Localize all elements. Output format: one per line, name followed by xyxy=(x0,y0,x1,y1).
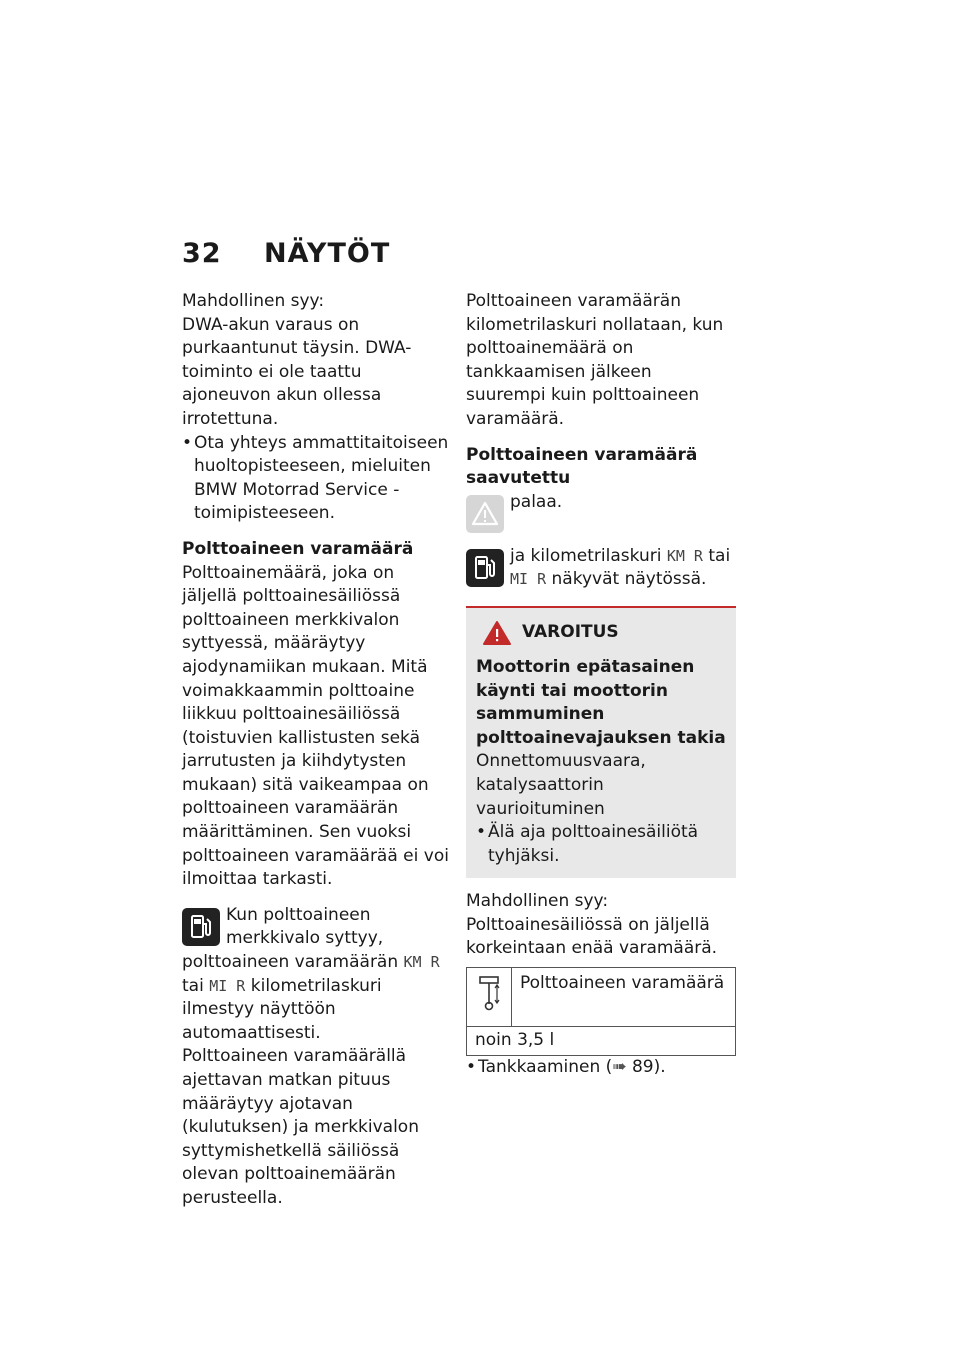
general-warning-icon xyxy=(466,495,504,533)
km-r-indicator: KM R xyxy=(403,953,440,972)
fuel-pump-icon xyxy=(466,549,504,587)
fuel-light-row xyxy=(466,545,736,592)
section-heading-reserve-reached: Polttoaineen varamäärä saavutettu xyxy=(466,444,698,489)
fuel-light-text: ja kilometrilaskuri KM R tai MI R näkyvät näytössä. xyxy=(510,545,731,590)
spec-value: noin 3,5 l xyxy=(475,1030,555,1051)
warning-light-row xyxy=(466,491,736,533)
cause-label: Mahdollinen syy: xyxy=(466,891,609,912)
refuel-bullet: • Tankkaaminen (➠ 89). xyxy=(466,1056,736,1080)
page-header xyxy=(182,238,390,269)
odometer-reset-text: Polttoaineen varamäärän kilometrilaskuri nollataan, kun polttoainemäärä on tankkaamisen jälkeen suurempi kuin polttoaineen varamäärä. xyxy=(466,291,724,429)
range-text: Polttoaineen varamäärällä ajettavan matkan pituus määräytyy ajotavan (kulutuksen) ja merkkivalon syttymishetkellä säiliössä olevan polttoainemäärän perusteella. xyxy=(182,1046,419,1208)
mi-r-indicator: MI R xyxy=(209,976,246,995)
cause-text: DWA-akun varaus on purkaantunut täysin. DWA-toiminto ei ole taattu ajoneuvon akun ollessa irrotettuna. xyxy=(182,314,412,429)
fuel-reserve-text: Polttoainemäärä, joka on jäljellä polttoainesäiliössä polttoaineen merkkivalon syttyessä, määräytyy ajodynamiikan mukaan. Mitä voimakkaammin polttoaine liikkuu polttoainesäiliössä (toistuvien kallistusten sekä jarrutusten ja kiihdytysten mukaan) sitä vaikeampaa on polttoaineen varamäärän määrittäminen. Sen vuoksi polttoaineen varamäärää ei voi ilmoittaa tarkasti. xyxy=(182,562,449,890)
section-heading-fuel-reserve: Polttoaineen varamäärä xyxy=(182,538,414,559)
km-r-indicator: KM R xyxy=(666,546,703,565)
page-number: 32 xyxy=(182,238,222,269)
contact-bullet: • Ota yhteys ammattitaitoiseen huoltopisteeseen, mieluiten BMW Motorrad Service -toimipisteeseen. xyxy=(182,432,452,526)
spec-table xyxy=(466,967,736,1056)
warning-title: VAROITUS xyxy=(476,620,726,646)
warning-heading: Moottorin epätasainen käynti tai moottorin sammuminen polttoainevajauksen takia xyxy=(476,656,726,748)
cause-label: Mahdollinen syy: xyxy=(182,291,325,311)
warning-triangle-icon xyxy=(482,620,512,646)
right-column xyxy=(466,290,736,1079)
warning-bullet: • Älä aja polttoainesäiliötä tyhjäksi. xyxy=(476,821,726,868)
mi-r-indicator: MI R xyxy=(510,570,547,589)
warning-box xyxy=(466,606,736,878)
left-column xyxy=(182,290,452,1211)
fuel-light-paragraph: Kun polttoaineen merkkivalo syttyy, polttoaineen varamäärän KM R tai MI R kilometrilaskuri ilmestyy näyttöön automaattisesti. xyxy=(182,904,440,1043)
spec-label: Polttoaineen varamäärä xyxy=(520,973,725,994)
fuel-pump-icon xyxy=(182,908,220,946)
warning-light-text: palaa. xyxy=(510,491,563,512)
page-title: NÄYTÖT xyxy=(264,238,391,269)
cause-text: Polttoainesäiliössä on jäljellä korkeintaan enää varamäärä. xyxy=(466,914,718,959)
page-reference-arrow-icon[interactable]: ➠ xyxy=(612,1056,627,1077)
measurement-icon xyxy=(467,968,512,1026)
warning-text: Onnettomuusvaara, katalysaattorin vaurioituminen xyxy=(476,751,646,819)
